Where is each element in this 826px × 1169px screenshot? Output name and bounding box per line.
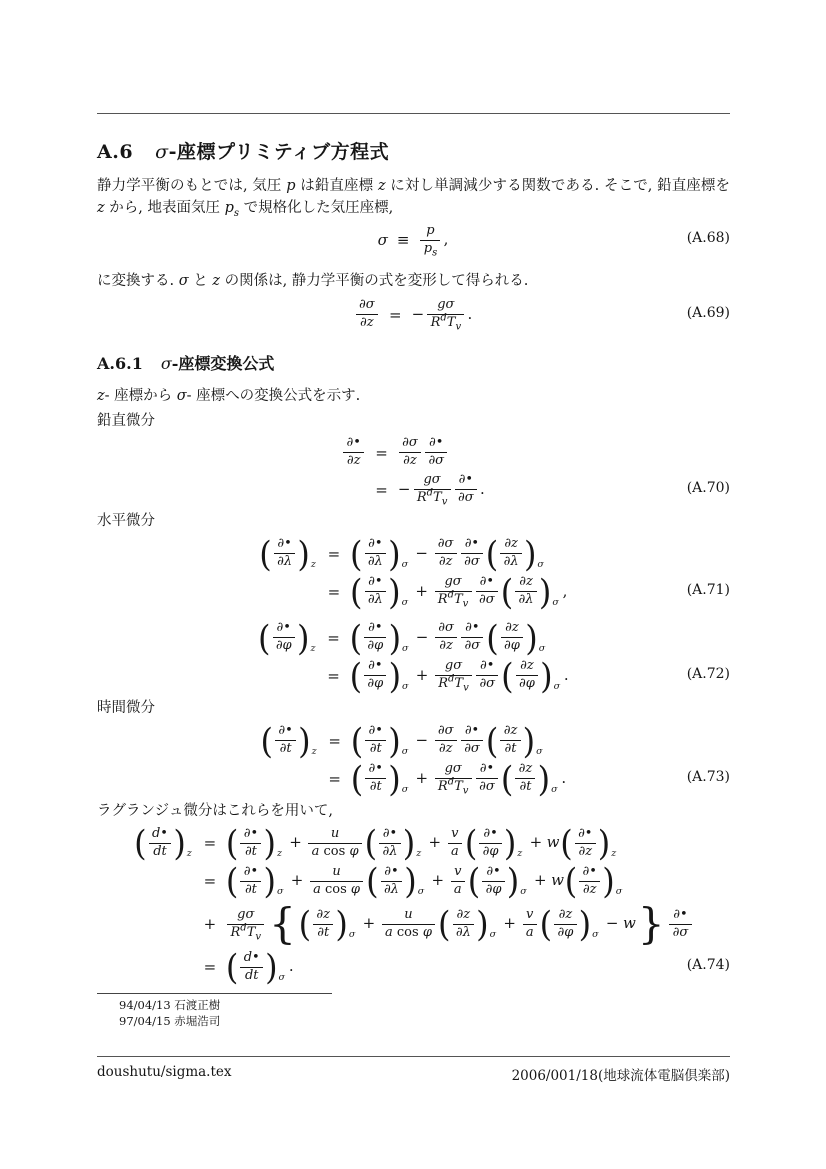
document-page <box>97 0 730 1029</box>
equation-rows: ( ∂• ∂λ ) z = ( ∂• ∂λ ) σ − $\frac{\partial\sigma}{\partial z}$ ∂• ∂σ ( $\frac{\partial z}{\partial\lambda}$ ) σ = ( ∂• ∂λ ) σ + gσ $R^dT_v$ ∂• ∂σ ( $\frac{\partial z}{\partial\lambda}$ ) σ , <box>259 533 568 613</box>
section-number: A.6 <box>97 141 134 163</box>
equation-a70 <box>97 434 730 508</box>
equation-a69 <box>97 296 730 333</box>
subsection-title-text: -座標変換公式 <box>171 354 275 374</box>
subsection-sigma-symbol: σ <box>160 354 172 374</box>
equation-a71 <box>97 535 730 611</box>
equation-a72 <box>97 619 730 695</box>
equation-a68 <box>97 222 730 259</box>
equation-number: (A.70) <box>686 479 730 496</box>
subsection-heading <box>97 351 730 374</box>
footnote-line: 94/04/13 石渡正樹 <box>119 998 221 1013</box>
equation-number: (A.68) <box>686 230 730 247</box>
equation-number: (A.74) <box>686 957 730 974</box>
page-footer <box>97 1056 730 1084</box>
equation-number: (A.72) <box>686 665 730 682</box>
equation-number: (A.73) <box>686 768 730 785</box>
footnote-line: 97/04/15 赤堀浩司 <box>119 1013 221 1028</box>
section-heading <box>97 137 730 164</box>
label-horizontal-derivative: 水平微分 <box>97 513 155 530</box>
label-vertical-derivative: 鉛直微分 <box>97 412 155 429</box>
footnote-rule <box>97 993 332 994</box>
equation-rows: $\frac{\partial\sigma}{\partial z}$ = − gσ $R^dT_v$ . <box>354 296 474 333</box>
section-title-text: -座標プリミティブ方程式 <box>168 141 390 163</box>
equation-rows: ( ∂• ∂φ ) z = ( ∂• ∂φ ) σ − $\frac{\partial\sigma}{\partial z}$ ∂• ∂σ ( $\frac{\partial z}{\partial\varphi}$ ) σ = ( ∂• ∂φ ) σ + gσ $R^dT_v$ ∂• ∂σ ( $\frac{\partial z}{\partial\varphi}$ ) σ . <box>257 617 569 697</box>
equation-number: (A.71) <box>686 581 730 598</box>
equation-rows: ∂• ∂z = $\frac{\partial\sigma}{\partial z}$ ∂• ∂σ = − gσ $R^dT_v$ ∂• ∂σ . <box>341 434 486 508</box>
equation-a74 <box>97 824 730 986</box>
label-time-derivative: 時間微分 <box>97 699 155 716</box>
equation-rows: ( $\frac{d•}{dt}$ ) z = ( ∂• ∂t ) z + $\frac{u}{\text{a cos φ}}$ ( ∂• ∂λ ) z + $\frac{v}{a}$ ( ∂• ∂φ ) z + w ( ∂• ∂z ) z = ( ∂• ∂t ) σ + $\frac{u}{\text{a cos φ}}$ ( ∂• ∂λ ) σ + $\frac{v}{a}$ ( ∂• ∂φ ) σ + w ( ∂• ∂z ) σ + gσ $R^dT_v$ { ( $\frac{\partial z}{\partial t}$ ) σ + $\frac{u}{\text{a cos φ}}$ ( $\frac{\partial z}{\partial\lambda}$ ) σ + $\frac{v}{a}$ ( $\frac{\partial z}{\partial\varphi}$ ) σ − w } ∂• ∂σ = ( $\frac{d•}{dt}$ ) σ . <box>133 824 693 986</box>
paragraph-formula-note: z- 座標から σ- 座標への変換公式を示す. <box>97 388 361 405</box>
paragraph-transform: に変換する. σ と z の関係は, 静力学平衡の式を変形して得られる. <box>97 272 529 289</box>
equation-rows: σ ≡ $\frac{p}{p_s}$ , <box>377 222 449 259</box>
equation-rows: ( ∂• ∂t ) z = ( ∂• ∂t ) σ − $\frac{\partial\sigma}{\partial z}$ ∂• ∂σ ( $\frac{\partial z}{\partial t}$ ) σ = ( ∂• ∂t ) σ + gσ $R^dT_v$ ∂• ∂σ ( $\frac{\partial z}{\partial t}$ ) σ . <box>260 720 567 800</box>
top-rule <box>97 113 730 114</box>
footer-left-text: doushutu/sigma.tex <box>97 1064 232 1080</box>
equation-a73 <box>97 722 730 798</box>
footer-right-text: 2006/001/18(地球流体電脳倶楽部) <box>511 1068 730 1084</box>
equation-number: (A.69) <box>686 304 730 321</box>
paragraph-intro: 静力学平衡のもとでは, 気圧 p は鉛直座標 z に対し単調減少する関数である. そこで, 鉛直座標を z から, 地表面気圧 $p_s$ で規格化した気圧座標, <box>97 178 731 220</box>
subsection-number: A.6.1 <box>97 354 143 374</box>
label-lagrange-derivative: ラグランジュ微分はこれらを用いて, <box>97 802 333 819</box>
section-sigma-symbol: σ <box>155 141 169 163</box>
